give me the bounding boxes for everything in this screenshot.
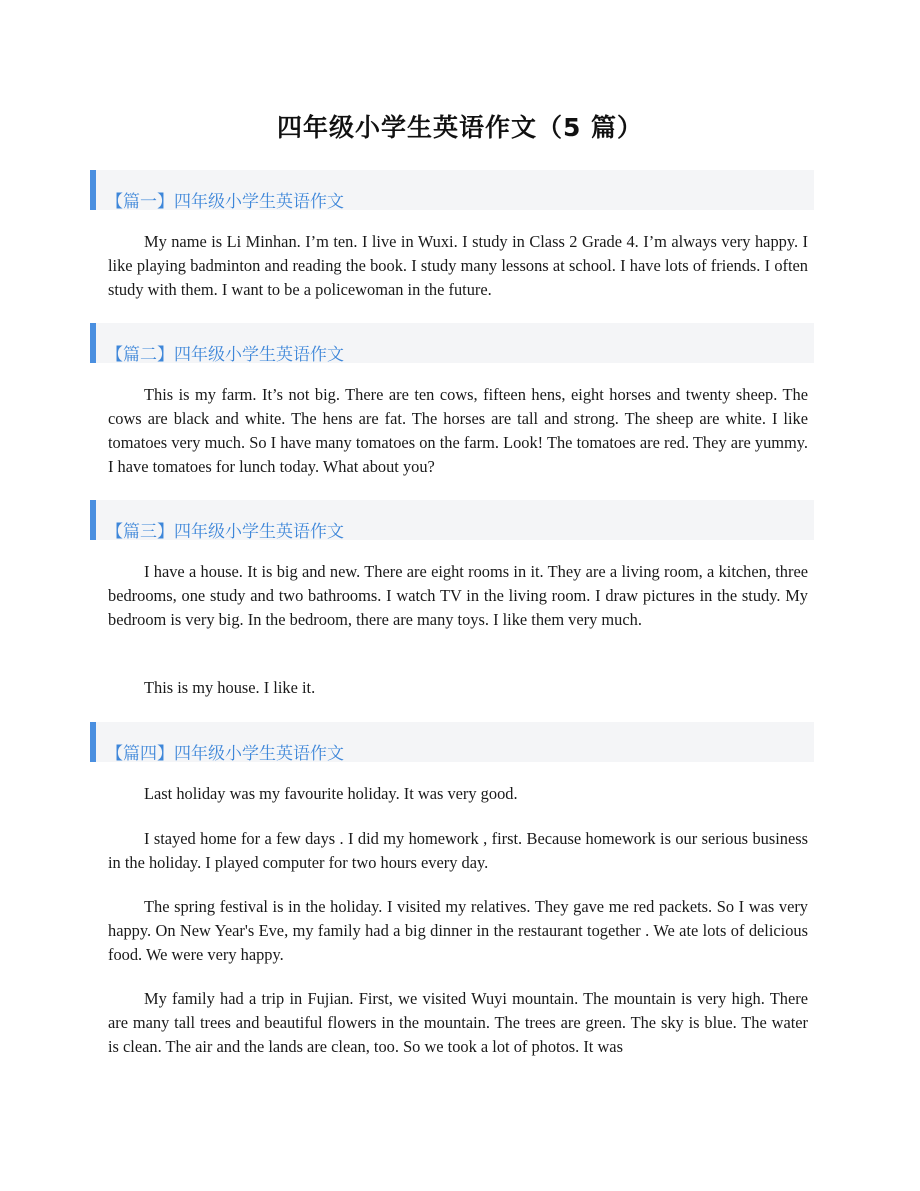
- section-heading-1: [90, 170, 814, 210]
- paragraph: I stayed home for a few days . I did my homework , first. Because homework is our serious business in the holiday. I played computer for two hours every day.: [108, 829, 808, 872]
- section-accent-bar: [90, 500, 96, 540]
- paragraph: This is my farm. It’s not big. There are ten cows, fifteen hens, eight horses and twenty sheep. The cows are black and white. The hens are fat. The horses are tall and strong. The sheep are white. I like tomatoes very much. So I have many tomatoes on the farm. Look! The tomatoes are red. They are yummy. I have tomatoes for lunch today. What about you?: [108, 385, 808, 476]
- paragraph: My family had a trip in Fujian. First, we visited Wuyi mountain. The mountain is very high. There are many tall trees and beautiful flowers in the mountain. The trees are green. The sky is blue. The water is clean. The air and the lands are clean, too. So we took a lot of photos. It was: [108, 989, 808, 1056]
- section-accent-bar: [90, 722, 96, 762]
- section-accent-bar: [90, 323, 96, 363]
- paragraph: This is my house. I like it.: [144, 678, 316, 697]
- paragraph: I have a house. It is big and new. There are eight rooms in it. They are a living room, a kitchen, three bedrooms, one study and two bathrooms. I watch TV in the living room. I draw pictures in the study. My bedroom is very big. In the bedroom, there are many toys. I like them very much.: [108, 562, 808, 629]
- section-heading-label: 【篇二】四年级小学生英语作文: [106, 345, 344, 365]
- page-title: 四年级小学生英语作文（5 篇）: [276, 113, 644, 142]
- paragraph: The spring festival is in the holiday. I visited my relatives. They gave me red packets. So I was very happy. On New Year's Eve, my family had a big dinner in the restaurant together . We ate lots of delicious food. We were very happy.: [108, 897, 808, 964]
- section-accent-bar: [90, 170, 96, 210]
- section-heading-4: [90, 722, 814, 762]
- section-heading-label: 【篇一】四年级小学生英语作文: [106, 192, 344, 212]
- section-heading-label: 【篇四】四年级小学生英语作文: [106, 744, 344, 764]
- section-heading-2: [90, 323, 814, 363]
- section-heading-label: 【篇三】四年级小学生英语作文: [106, 522, 344, 542]
- section-heading-3: [90, 500, 814, 540]
- paragraph: My name is Li Minhan. I’m ten. I live in Wuxi. I study in Class 2 Grade 4. I’m always very happy. I like playing badminton and reading the book. I study many lessons at school. I have lots of friends. I often study with them. I want to be a policewoman in the future.: [108, 232, 808, 299]
- paragraph: Last holiday was my favourite holiday. It was very good.: [144, 784, 518, 803]
